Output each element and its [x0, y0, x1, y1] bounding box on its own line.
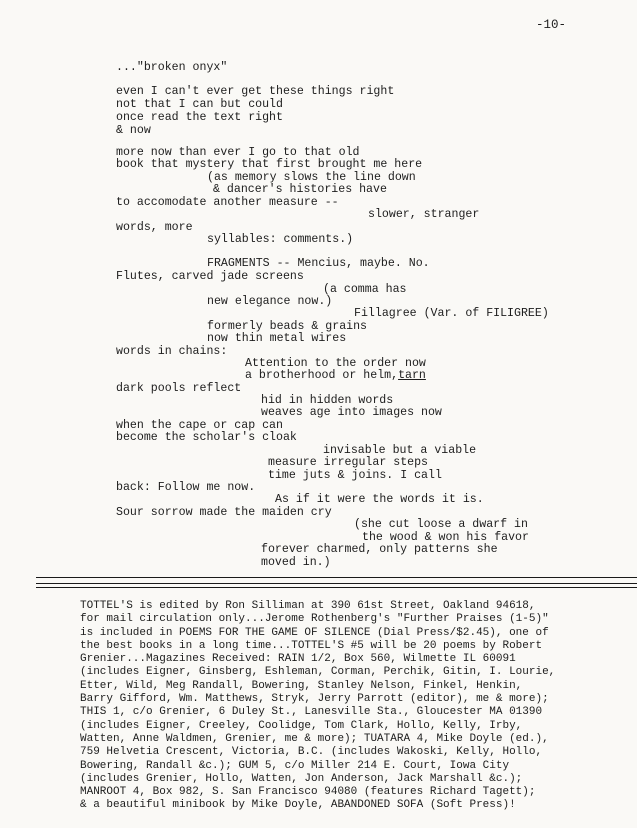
poem-line: & now	[116, 124, 151, 137]
poem-line: book that mystery that first brought me here	[116, 158, 423, 171]
colophon-line: Etter, Wild, Meg Randall, Bowering, Stanley Nelson, Finkel, Henkin,	[80, 679, 523, 692]
poem-line: Flutes, carved jade screens	[116, 270, 304, 283]
divider-rule	[36, 577, 637, 578]
colophon-line: (includes Eigner, Creeley, Coolidge, Tom Clark, Hollo, Kelly, Irby,	[80, 719, 523, 732]
poem-line: slower, stranger	[368, 208, 480, 221]
colophon-line: (includes Grenier, Hollo, Watten, Jon Anderson, Jack Marshall &c.);	[80, 772, 523, 785]
poem-line: weaves age into images now	[261, 406, 442, 419]
poem-line: the wood & won his favor	[362, 531, 529, 544]
poem-line: more now than ever I go to that old	[116, 146, 360, 159]
colophon-line: 759 Helvetia Crescent, Victoria, B.C. (includes Wakoski, Kelly, Hollo,	[80, 746, 543, 759]
poem-line: back: Follow me now.	[116, 481, 256, 494]
poem-line: forever charmed, only patterns she	[261, 543, 498, 556]
divider-rule	[36, 587, 637, 588]
poem-line: syllables: comments.)	[207, 233, 354, 246]
poem-line: become the scholar's cloak	[116, 431, 297, 444]
colophon-line: THIS 1, c/o Grenier, 6 Duley St., Lanesville Sta., Gloucester MA 01390	[80, 706, 543, 719]
poem-line: new elegance now.)	[207, 295, 333, 308]
poem-line: (she cut loose a dwarf in	[354, 518, 528, 531]
poem-line: formerly beads & grains	[207, 320, 368, 333]
poem-line: when the cape or cap can	[116, 419, 283, 432]
poem-line: once read the text right	[116, 111, 283, 124]
colophon-line: Watten, Anne Waldmen, Grenier, me & more); TUATARA 4, Mike Doyle (ed.),	[80, 732, 549, 745]
poem-line: even I can't ever get these things right	[116, 85, 395, 98]
page-number: -10-	[536, 18, 567, 32]
colophon-line: is included in POEMS FOR THE GAME OF SILENCE (Dial Press/$2.45), one of	[80, 626, 549, 639]
poem-line: (as memory slows the line down	[207, 171, 416, 184]
poem-line: to accomodate another measure --	[116, 196, 339, 209]
colophon-line: for mail circulation only...Jerome Rothenberg's "Further Praises (1-5)"	[80, 613, 549, 626]
poem-line: measure irregular steps	[268, 456, 429, 469]
poem-line: & dancer's histories have	[213, 183, 387, 196]
colophon-line: TOTTEL'S is edited by Ron Silliman at 390 61st Street, Oakland 94618,	[80, 600, 536, 612]
underlined-word: tarn	[398, 369, 426, 382]
poem-line: words in chains:	[116, 345, 228, 358]
poem-line: Sour sorrow made the maiden cry	[116, 506, 332, 519]
poem-line: not that I can but could	[116, 98, 283, 111]
poem-line: hid in hidden words	[261, 394, 394, 407]
poem-line: words, more	[116, 221, 193, 234]
poem-line: FRAGMENTS -- Mencius, maybe. No.	[207, 257, 430, 270]
poem-line: (a comma has	[323, 283, 407, 296]
poem-title: ..."broken onyx"	[116, 61, 228, 74]
colophon-line: Barry Gifford, Wm. Matthews, Stryk, Jerry Parrott (editor), me & more);	[80, 693, 549, 706]
divider-rule	[36, 583, 637, 584]
colophon-line: & a beautiful minibook by Mike Doyle, ABANDONED SOFA (Soft Press)!	[80, 799, 516, 812]
poem-line: moved in.)	[261, 556, 331, 569]
poem-line: Attention to the order now	[245, 357, 426, 370]
poem-line: As if it were the words it is.	[275, 493, 484, 506]
colophon-line: Grenier...Magazines Received: RAIN 1/2, Box 560, Wilmette IL 60091	[80, 653, 516, 666]
poem-line: dark pools reflect	[116, 382, 242, 395]
poem-line: invisable but a viable	[323, 444, 477, 457]
poem-line: Fillagree (Var. of FILIGREE)	[354, 307, 549, 320]
colophon-line: Bowering, Randall &c.); GUM 5, c/o Miller 214 E. Court, Iowa City	[80, 759, 510, 772]
poem-line	[245, 369, 426, 382]
poem-line: time juts & joins. I call	[268, 469, 442, 482]
colophon-line: MANROOT 4, Box 982, S. San Francisco 94080 (features Richard Tagett);	[80, 786, 536, 799]
colophon-line: the best books in a long time...TOTTEL'S #5 will be 20 poems by Robert	[80, 639, 543, 652]
poem-line-part: a brotherhood or helm,	[245, 369, 399, 382]
colophon-line: (includes Eigner, Ginsberg, Eshleman, Corman, Perchik, Gitin, I. Lourie,	[80, 666, 556, 679]
colophon	[80, 600, 630, 813]
poem-line: now thin metal wires	[207, 332, 347, 345]
